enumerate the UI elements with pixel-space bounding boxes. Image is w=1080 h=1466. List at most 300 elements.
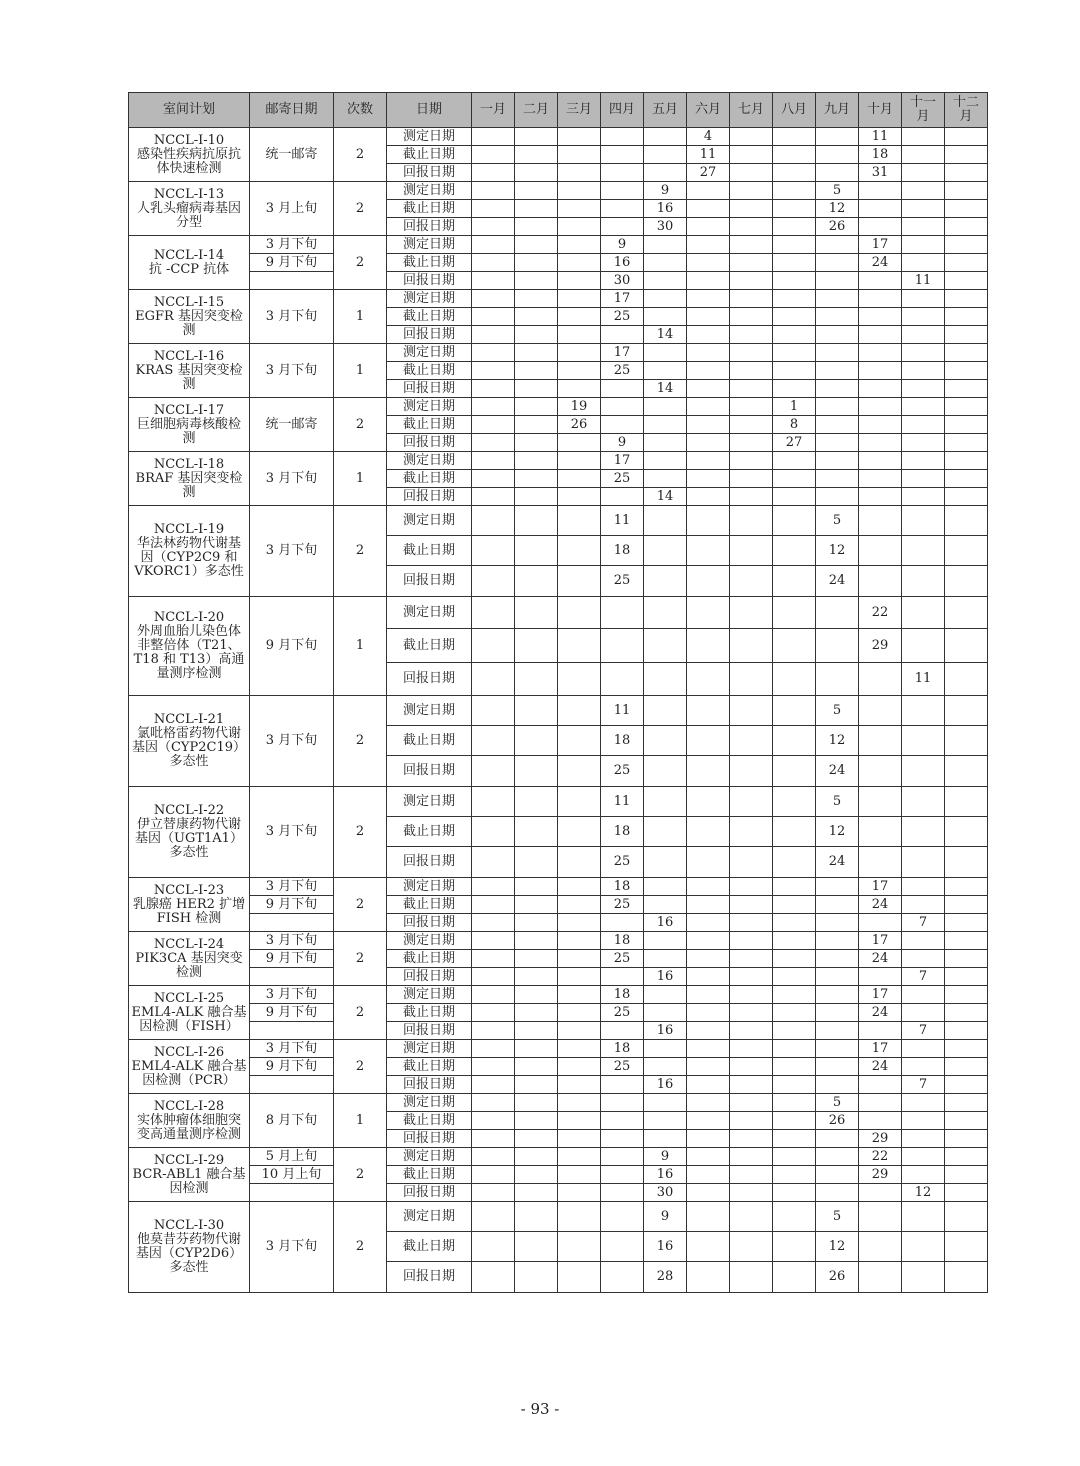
month-cell [558,1076,601,1094]
month-cell [902,1148,945,1166]
table-row [129,696,988,726]
month-cell [515,878,558,896]
month-cell [644,164,687,182]
month-cell [687,1184,730,1202]
month-cell [902,380,945,398]
month-cell [730,326,773,344]
month-cell: 12 [816,1232,859,1262]
month-cell [773,536,816,566]
mail-date: 统一邮寄 [250,398,334,452]
month-cell [472,1004,515,1022]
month-cell [601,1076,644,1094]
month-cell [472,1076,515,1094]
month-cell [859,506,902,536]
month-cell [902,146,945,164]
month-cell [773,128,816,146]
month-cell [472,1184,515,1202]
month-cell: 24 [859,1058,902,1076]
month-cell [902,1232,945,1262]
month-cell [558,164,601,182]
mail-date [250,1022,334,1040]
month-cell [558,1262,601,1293]
month-cell [687,696,730,726]
month-cell: 18 [601,536,644,566]
date-type: 回报日期 [387,566,472,597]
month-cell [515,817,558,847]
month-cell [644,1130,687,1148]
month-cell [644,416,687,434]
page-number: - 93 - [520,1400,560,1418]
month-cell: 7 [902,1022,945,1040]
month-cell [472,164,515,182]
month-cell [515,326,558,344]
month-cell [472,128,515,146]
schedule-table [128,92,988,1293]
month-cell [816,896,859,914]
month-cell [515,398,558,416]
month-cell [902,236,945,254]
date-type: 测定日期 [387,182,472,200]
month-cell [945,218,988,236]
month-cell [730,696,773,726]
plan-name [129,1202,250,1293]
month-cell [687,878,730,896]
header-month: 五月 [644,93,687,128]
header-month: 四月 [601,93,644,128]
month-cell: 14 [644,380,687,398]
month-cell [773,1040,816,1058]
month-cell [472,308,515,326]
month-cell [816,1058,859,1076]
month-cell [773,380,816,398]
month-cell [730,434,773,452]
month-cell [773,1232,816,1262]
table-row [129,1040,988,1058]
month-cell: 11 [859,128,902,146]
mail-date: 3 月下旬 [250,452,334,506]
month-cell [773,1094,816,1112]
month-cell [472,968,515,986]
month-cell [902,1202,945,1232]
month-cell [730,164,773,182]
month-cell [515,344,558,362]
month-cell [644,726,687,756]
month-cell [730,536,773,566]
month-cell [816,1148,859,1166]
table-row [129,787,988,817]
month-cell [687,1004,730,1022]
month-cell [859,290,902,308]
plan-line: 伊立替康药物代谢 [136,817,241,832]
table-row [129,968,988,986]
date-type: 回报日期 [387,1022,472,1040]
header-month: 二月 [515,93,558,128]
plan-line: NCCL-I-28 [153,1098,225,1114]
month-cell [601,1148,644,1166]
month-cell [515,1112,558,1130]
month-cell [773,326,816,344]
mail-date: 9 月下旬 [250,1058,334,1076]
month-cell [644,272,687,290]
month-cell [773,1130,816,1148]
month-cell [730,452,773,470]
month-cell [644,878,687,896]
table-row [129,1058,988,1076]
plan-line: 测 [182,430,196,446]
month-cell [472,817,515,847]
plan-name [129,932,250,986]
month-cell [816,326,859,344]
month-cell [945,470,988,488]
month-cell [515,663,558,696]
month-cell [687,200,730,218]
month-cell [558,1130,601,1148]
month-cell [687,1076,730,1094]
month-cell [730,398,773,416]
mail-date: 3 月下旬 [250,290,334,344]
month-cell [902,128,945,146]
month-cell [515,914,558,932]
plan-line: 氯吡格雷药物代谢 [136,726,241,741]
month-cell [601,1232,644,1262]
month-cell [687,726,730,756]
month-cell [945,950,988,968]
month-cell [558,290,601,308]
month-cell [859,398,902,416]
plan-line: NCCL-I-30 [153,1218,225,1233]
month-cell [730,629,773,663]
month-cell [644,817,687,847]
month-cell: 14 [644,488,687,506]
month-cell [601,488,644,506]
month-cell [687,1022,730,1040]
month-cell [472,452,515,470]
month-cell [687,1262,730,1293]
month-cell [472,914,515,932]
month-cell [601,1130,644,1148]
month-cell: 18 [601,1040,644,1058]
month-cell [773,146,816,164]
month-cell [472,416,515,434]
month-cell [902,597,945,629]
mail-date: 3 月下旬 [250,506,334,597]
plan-line: 分型 [175,214,202,230]
month-cell: 25 [601,308,644,326]
month-cell [558,1148,601,1166]
month-cell [902,1166,945,1184]
table-row [129,1184,988,1202]
date-type: 截止日期 [387,200,472,218]
month-cell [515,1004,558,1022]
plan-line: PIK3CA 基因突变 [135,950,243,966]
month-cell: 26 [558,416,601,434]
table-row [129,254,988,272]
month-cell [687,968,730,986]
month-cell [859,726,902,756]
month-cell [859,536,902,566]
plan-line: 基因（CYP2C19） [131,740,247,755]
plan-name [129,182,250,236]
month-cell [644,536,687,566]
mail-date [250,1076,334,1094]
month-cell: 16 [644,1232,687,1262]
month-cell [730,817,773,847]
plan-line: FISH 检测 [156,910,222,926]
month-cell [515,566,558,597]
month-cell [902,326,945,344]
month-cell [687,1232,730,1262]
month-cell [601,200,644,218]
plan-line: 测 [182,322,196,338]
month-cell: 17 [859,986,902,1004]
month-cell: 11 [902,663,945,696]
month-cell [472,896,515,914]
month-cell [816,380,859,398]
month-cell [902,1058,945,1076]
month-cell [859,1022,902,1040]
month-cell [816,488,859,506]
month-cell [945,726,988,756]
month-cell [945,326,988,344]
month-cell [902,817,945,847]
count: 1 [334,290,387,344]
month-cell [945,1262,988,1293]
month-cell [859,1112,902,1130]
month-cell [558,1202,601,1232]
month-cell [859,470,902,488]
month-cell [558,1058,601,1076]
month-cell [687,1130,730,1148]
mail-date: 统一邮寄 [250,128,334,182]
plan-line: 多态性 [169,1260,209,1275]
plan-line: 因检测（FISH） [139,1018,239,1034]
month-cell [472,629,515,663]
month-cell [859,817,902,847]
month-cell [515,787,558,817]
month-cell [859,308,902,326]
month-cell [558,1040,601,1058]
date-type: 回报日期 [387,218,472,236]
month-cell [558,1232,601,1262]
month-cell [773,254,816,272]
month-cell [687,847,730,878]
month-cell [515,950,558,968]
table-row [129,986,988,1004]
month-cell [558,817,601,847]
month-cell [730,362,773,380]
plan-line: NCCL-I-14 [153,247,225,263]
month-cell [558,506,601,536]
month-cell [730,488,773,506]
month-cell [558,1184,601,1202]
month-cell [515,696,558,726]
month-cell [816,629,859,663]
month-cell [730,254,773,272]
month-cell [515,362,558,380]
date-type: 截止日期 [387,726,472,756]
count: 2 [334,128,387,182]
month-cell [859,434,902,452]
month-cell [515,1130,558,1148]
month-cell: 7 [902,968,945,986]
month-cell [687,182,730,200]
month-cell [472,488,515,506]
month-cell [687,380,730,398]
mail-date: 3 月上旬 [250,182,334,236]
month-cell [773,182,816,200]
header-row [129,93,988,128]
month-cell [816,1022,859,1040]
date-type: 回报日期 [387,434,472,452]
month-cell [945,696,988,726]
header-month: 十二月 [945,93,988,128]
month-cell: 11 [601,506,644,536]
month-cell [902,1112,945,1130]
month-cell: 25 [601,950,644,968]
month-cell [644,932,687,950]
month-cell [472,1058,515,1076]
month-cell [730,128,773,146]
month-cell [472,200,515,218]
month-cell [558,986,601,1004]
month-cell [945,452,988,470]
month-cell [472,1094,515,1112]
month-cell [945,896,988,914]
mail-date: 3 月下旬 [250,986,334,1004]
month-cell [730,272,773,290]
month-cell: 29 [859,629,902,663]
month-cell [902,726,945,756]
month-cell [644,470,687,488]
month-cell [644,597,687,629]
month-cell [945,1130,988,1148]
month-cell [515,536,558,566]
month-cell: 5 [816,696,859,726]
month-cell [601,1112,644,1130]
date-type: 测定日期 [387,1094,472,1112]
month-cell [816,663,859,696]
month-cell: 7 [902,1076,945,1094]
plan-line: 因检测（PCR） [142,1072,236,1088]
table-row [129,182,988,200]
count: 2 [334,878,387,932]
month-cell [945,200,988,218]
date-type: 测定日期 [387,290,472,308]
month-cell [859,1202,902,1232]
month-cell [902,290,945,308]
month-cell [816,1130,859,1148]
month-cell [730,597,773,629]
mail-date: 9 月下旬 [250,1004,334,1022]
month-cell: 11 [601,696,644,726]
month-cell [644,1040,687,1058]
mail-date: 3 月下旬 [250,1202,334,1293]
plan-line: NCCL-I-22 [153,803,225,818]
month-cell [773,1202,816,1232]
month-cell [558,362,601,380]
month-cell [644,290,687,308]
month-cell [687,932,730,950]
month-cell [730,950,773,968]
month-cell: 18 [601,986,644,1004]
plan-line: 测 [182,484,196,500]
month-cell [515,1076,558,1094]
month-cell [472,254,515,272]
date-type: 测定日期 [387,1202,472,1232]
month-cell [515,1040,558,1058]
mail-date [250,968,334,986]
plan-line: 变高通量测序检测 [136,1126,241,1142]
month-cell [816,416,859,434]
plan-line: 测 [182,376,196,392]
mail-date [250,914,334,932]
month-cell: 5 [816,506,859,536]
month-cell [816,1040,859,1058]
month-cell [558,344,601,362]
month-cell [773,986,816,1004]
plan-line: 实体肿瘤体细胞突 [136,1112,241,1128]
month-cell [902,536,945,566]
month-cell [945,787,988,817]
month-cell: 12 [816,536,859,566]
month-cell [687,452,730,470]
month-cell [902,308,945,326]
month-cell [945,308,988,326]
month-cell: 16 [644,1076,687,1094]
month-cell [773,787,816,817]
month-cell [515,308,558,326]
date-type: 测定日期 [387,878,472,896]
month-cell: 1 [773,398,816,416]
table-row [129,1166,988,1184]
month-cell: 25 [601,362,644,380]
month-cell [773,597,816,629]
month-cell [558,128,601,146]
date-type: 截止日期 [387,1112,472,1130]
table-row [129,344,988,362]
month-cell: 17 [601,290,644,308]
month-cell [515,470,558,488]
month-cell [773,1076,816,1094]
month-cell [816,932,859,950]
month-cell [730,914,773,932]
month-cell: 25 [601,566,644,597]
date-type: 截止日期 [387,254,472,272]
mail-date: 5 月上旬 [250,1148,334,1166]
month-cell [687,663,730,696]
month-cell [515,756,558,787]
month-cell [773,726,816,756]
date-type: 测定日期 [387,344,472,362]
month-cell [945,1184,988,1202]
plan-line: 人乳头瘤病毒基因 [136,200,241,216]
plan-line: NCCL-I-10 [153,132,225,148]
date-type: 回报日期 [387,1262,472,1293]
month-cell [558,1004,601,1022]
plan-line: EML4-ALK 融合基 [131,1004,247,1020]
month-cell [945,1166,988,1184]
month-cell [687,290,730,308]
table-row [129,1148,988,1166]
month-cell [644,452,687,470]
table-row [129,914,988,932]
mail-date: 10 月上旬 [250,1166,334,1184]
month-cell [730,380,773,398]
plan-line: NCCL-I-18 [153,456,225,472]
month-cell [558,272,601,290]
plan-line: 体快速检测 [156,160,222,176]
plan-line: NCCL-I-17 [153,402,225,418]
